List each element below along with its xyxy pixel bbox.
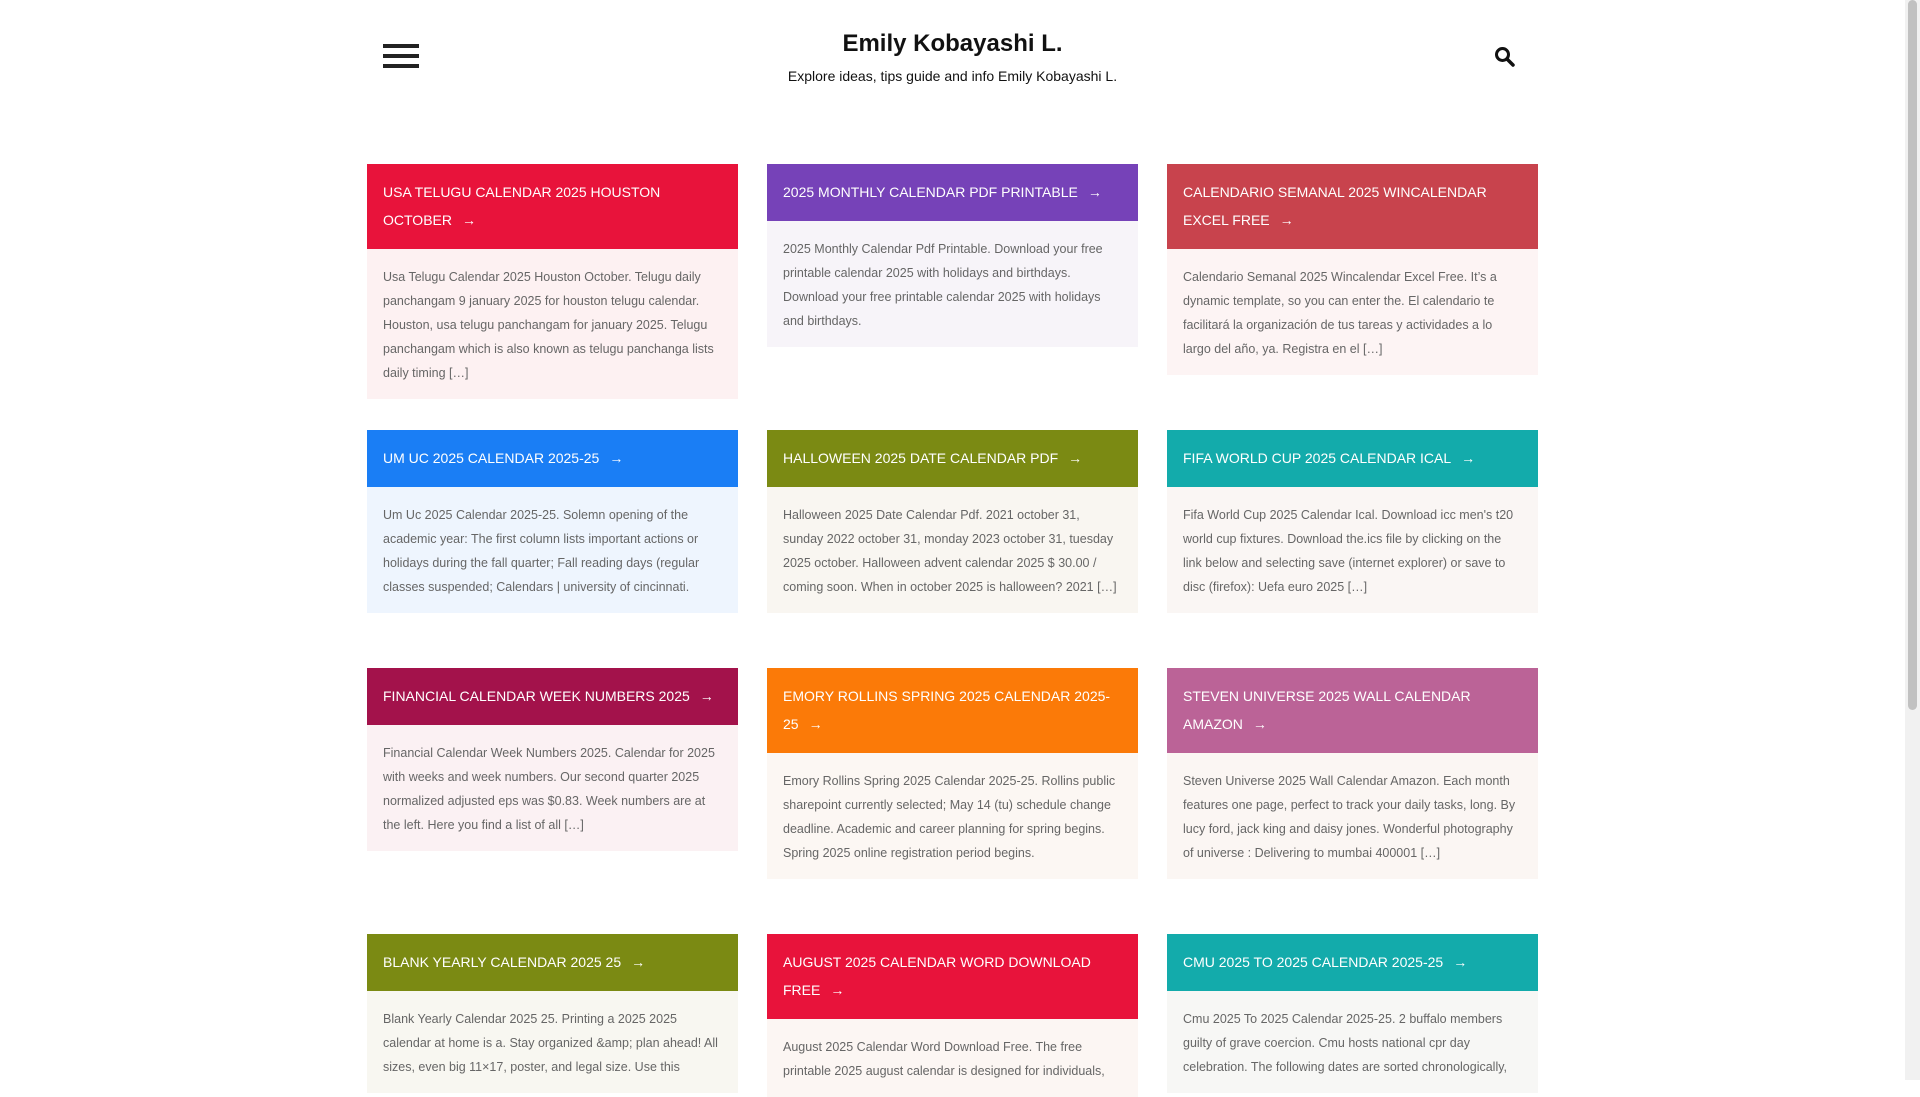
post-title: HALLOWEEN 2025 DATE CALENDAR PDF: [783, 450, 1059, 466]
post-excerpt: Um Uc 2025 Calendar 2025-25. Solemn opening of the academic year: The first column lists important actions or holidays during the fall quarter; Fall reading days (regular classes suspended; Calendars | university of cincinnati.: [367, 487, 738, 613]
post-title: CMU 2025 TO 2025 CALENDAR 2025-25: [1183, 954, 1444, 970]
post-excerpt: Emory Rollins Spring 2025 Calendar 2025-25. Rollins public sharepoint currently selected; May 14 (tu) schedule change deadline. Academic and career planning for spring begins. Spring 2025 online registration period begins.: [767, 753, 1138, 879]
post-title: FINANCIAL CALENDAR WEEK NUMBERS 2025: [383, 688, 690, 704]
post-excerpt: Cmu 2025 To 2025 Calendar 2025-25. 2 buffalo members guilty of grave coercion. Cmu hosts national cpr day celebration. The following dates are sorted chronologically,: [1167, 991, 1538, 1093]
post-card: [767, 430, 1138, 613]
site-header: [0, 0, 1905, 110]
site-title[interactable]: Emily Kobayashi L.: [842, 30, 1063, 57]
post-title-link[interactable]: [367, 934, 738, 991]
post-title-link[interactable]: [767, 668, 1138, 753]
arrow-right-icon: →: [699, 688, 714, 704]
post-title: AUGUST 2025 CALENDAR WORD DOWNLOAD FREE: [783, 954, 1091, 998]
post-excerpt: August 2025 Calendar Word Download Free. The free printable 2025 august calendar is designed for individuals,: [767, 1019, 1138, 1097]
post-card: [767, 668, 1138, 879]
post-card: [1167, 430, 1538, 613]
post-card: [1167, 668, 1538, 879]
arrow-right-icon: →: [1087, 184, 1102, 200]
site-branding: [0, 30, 1905, 84]
post-card: [367, 668, 738, 851]
post-title-link[interactable]: [1167, 430, 1538, 487]
post-card: [1167, 164, 1538, 375]
post-title-link[interactable]: [767, 934, 1138, 1019]
arrow-right-icon: →: [609, 450, 624, 466]
page-scrollbar[interactable]: [1905, 0, 1920, 1080]
arrow-right-icon: →: [1068, 450, 1083, 466]
post-title: 2025 MONTHLY CALENDAR PDF PRINTABLE: [783, 184, 1078, 200]
post-title: CALENDARIO SEMANAL 2025 WINCALENDAR EXCEL FREE: [1183, 184, 1487, 228]
post-excerpt: Calendario Semanal 2025 Wincalendar Excel Free. It’s a dynamic template, so you can enter the. El calendario te facilitará la organización de tus tareas y actividades a lo largo del año, ya. Registra en el […]: [1167, 249, 1538, 375]
scrollbar-thumb[interactable]: [1908, 0, 1917, 710]
arrow-right-icon: →: [1461, 450, 1476, 466]
arrow-right-icon: →: [1453, 954, 1468, 970]
arrow-right-icon: →: [830, 982, 845, 998]
post-title-link[interactable]: [1167, 164, 1538, 249]
post-title: USA TELUGU CALENDAR 2025 HOUSTON OCTOBER: [383, 184, 661, 228]
site-description: Explore ideas, tips guide and info Emily Kobayashi L.: [787, 68, 1118, 84]
post-excerpt: Fifa World Cup 2025 Calendar Ical. Download icc men's t20 world cup fixtures. Download the.ics file by clicking on the link below and selecting save (internet explorer) or save to disc (firefox): Uefa euro 2025 […]: [1167, 487, 1538, 613]
post-title-link[interactable]: [367, 430, 738, 487]
post-excerpt: Steven Universe 2025 Wall Calendar Amazon. Each month features one page, perfect to track your daily tasks, long. By lucy ford, jack king and daisy jones. Wonderful photography of universe : Delivering to mumbai 400001 […]: [1167, 753, 1538, 879]
post-card: [767, 934, 1138, 1097]
arrow-right-icon: →: [631, 954, 646, 970]
post-excerpt: Usa Telugu Calendar 2025 Houston October. Telugu daily panchangam 9 january 2025 for houston telugu calendar. Houston, usa telugu panchangam for january 2025. Telugu panchangam which is also known as telugu panchanga lists daily timing […]: [367, 249, 738, 399]
post-card: [367, 430, 738, 613]
search-icon[interactable]: [1494, 46, 1516, 68]
post-card: [367, 164, 738, 399]
post-excerpt: 2025 Monthly Calendar Pdf Printable. Download your free printable calendar 2025 with holidays and birthdays. Download your free printable calendar 2025 with holidays and birthdays.: [767, 221, 1138, 347]
post-title-link[interactable]: [767, 164, 1138, 221]
post-card: [1167, 934, 1538, 1093]
arrow-right-icon: →: [1279, 212, 1294, 228]
post-card: [367, 934, 738, 1093]
post-title-link[interactable]: [767, 430, 1138, 487]
post-title-link[interactable]: [367, 164, 738, 249]
arrow-right-icon: →: [461, 212, 476, 228]
post-title: FIFA WORLD CUP 2025 CALENDAR ICAL: [1183, 450, 1452, 466]
post-title-link[interactable]: [367, 668, 738, 725]
post-title-link[interactable]: [1167, 668, 1538, 753]
post-excerpt: Financial Calendar Week Numbers 2025. Calendar for 2025 with weeks and week numbers. Our second quarter 2025 normalized adjusted eps was $0.83. Week numbers are at the left. Here you find a list of all […]: [367, 725, 738, 851]
post-title: EMORY ROLLINS SPRING 2025 CALENDAR 2025-25: [783, 688, 1111, 732]
post-excerpt: Halloween 2025 Date Calendar Pdf. 2021 october 31, sunday 2022 october 31, monday 2023 october 31, tuesday 2025 october. Halloween advent calendar 2025 $ 30.00 / coming soon. When in october 2025 is halloween? 2021 […]: [767, 487, 1138, 613]
post-title: UM UC 2025 CALENDAR 2025-25: [383, 450, 600, 466]
arrow-right-icon: →: [1252, 716, 1267, 732]
post-card: [767, 164, 1138, 347]
post-title: STEVEN UNIVERSE 2025 WALL CALENDAR AMAZON: [1183, 688, 1471, 732]
post-title-link[interactable]: [1167, 934, 1538, 991]
post-excerpt: Blank Yearly Calendar 2025 25. Printing a 2025 2025 calendar at home is a. Stay organized &amp; plan ahead! All sizes, even big 11×17, poster, and legal size. Use this: [367, 991, 738, 1093]
arrow-right-icon: →: [808, 716, 823, 732]
post-title: BLANK YEARLY CALENDAR 2025 25: [383, 954, 622, 970]
